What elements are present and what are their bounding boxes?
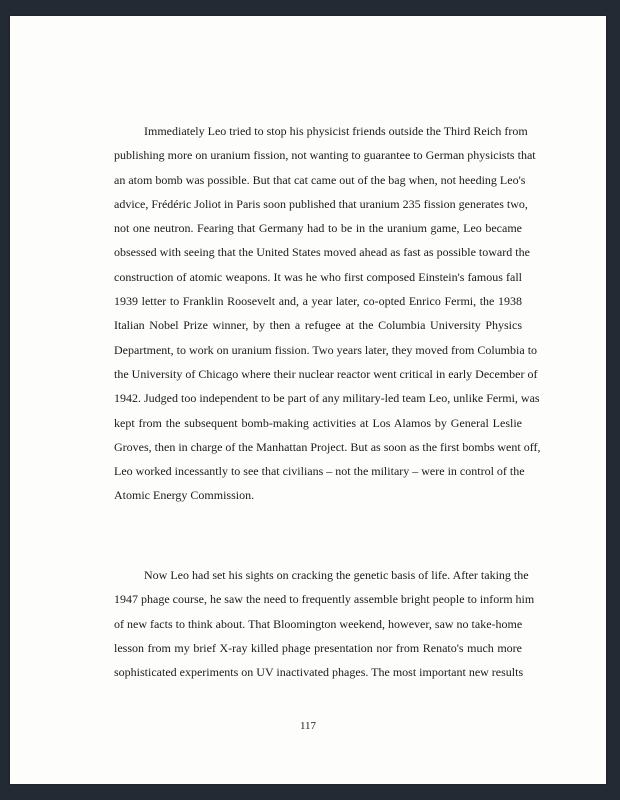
paragraph-line: Now Leo had set his sights on cracking the genetic basis of life. After taking the bbox=[144, 568, 529, 582]
paragraph-line: advice, Frédéric Joliot in Paris soon published that uranium 235 fission generates two, bbox=[114, 196, 528, 211]
paragraph-line: of new facts to think about. That Bloomington weekend, however, saw no take-home bbox=[114, 616, 523, 631]
paragraph-line: obsessed with seeing that the United States moved ahead as fast as possible toward the bbox=[114, 245, 530, 260]
paragraph-line: Department, to work on uranium fission. Two years later, they moved from Columbia to bbox=[114, 342, 538, 357]
paragraph-line: lesson from my brief X-ray killed phage presentation nor from Renato's much more bbox=[114, 640, 522, 655]
paragraph-2 bbox=[114, 563, 535, 684]
paragraph-line: sophisticated experiments on UV inactivated phages. The most important new results bbox=[114, 665, 524, 680]
paragraph-line: not one neutron. Fearing that Germany had to be in the uranium game, Leo became bbox=[114, 221, 522, 236]
manuscript-page bbox=[10, 16, 606, 784]
paragraph-line: 1939 letter to Franklin Roosevelt and, a year later, co-opted Enrico Fermi, the 1938 bbox=[114, 294, 522, 309]
paragraph-line: Groves, then in charge of the Manhattan Project. But as soon as the first bombs went off, bbox=[114, 439, 541, 454]
paragraph-1 bbox=[114, 119, 541, 508]
paragraph-line: Immediately Leo tried to stop his physicist friends outside the Third Reich from bbox=[144, 124, 528, 138]
paragraph-line: kept from the subsequent bomb-making activities at Los Alamos by General Leslie bbox=[114, 415, 522, 430]
paragraph-line: publishing more on uranium fission, not wanting to guarantee to German physicists that bbox=[114, 148, 536, 163]
paragraph-line: Atomic Energy Commission. bbox=[114, 488, 255, 503]
paragraph-line: an atom bomb was possible. But that cat came out of the bag when, not heeding Leo's bbox=[114, 172, 526, 187]
page-number: 117 bbox=[299, 720, 317, 732]
paragraph-line: Leo worked incessantly to see that civilians – not the military – were in control of the bbox=[114, 464, 525, 479]
paragraph-line: Italian Nobel Prize winner, by then a refugee at the Columbia University Physics bbox=[114, 318, 522, 333]
paragraph-line: construction of atomic weapons. It was he who first composed Einstein's famous fall bbox=[114, 269, 522, 284]
paragraph-line: 1942. Judged too independent to be part of any military-led team Leo, unlike Fermi, was bbox=[114, 391, 540, 406]
paragraph-line: the University of Chicago where their nuclear reactor went critical in early December of bbox=[114, 366, 538, 381]
paragraph-line: 1947 phage course, he saw the need to frequently assemble bright people to inform him bbox=[114, 592, 535, 607]
